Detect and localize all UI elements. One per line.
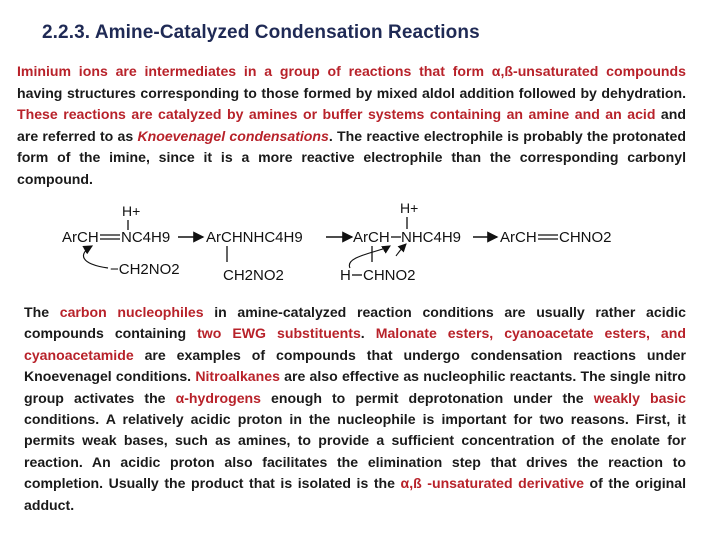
highlight-weakly-basic: weakly basic xyxy=(593,389,687,406)
h-plus-label: H+ xyxy=(400,200,419,216)
highlight-catalyzed: These reactions are catalyzed by amines or buffer systems containing an amine and an acid xyxy=(17,106,656,123)
h-plus-label: H+ xyxy=(122,203,141,219)
text-span: are also effective as nucleophilic reactants. The single nitro group activates the xyxy=(24,368,687,406)
curved-arrow xyxy=(84,246,108,268)
archnhc4h9-label: ArCHNHC4H9 xyxy=(206,229,303,246)
highlight-ewg: two EWG substituents xyxy=(197,325,361,342)
ch2no2-label: CH2NO2 xyxy=(223,267,284,284)
curved-arrow xyxy=(349,246,390,268)
text-span: . xyxy=(360,325,376,342)
text-span: having structures corresponding to those formed by mixed aldol addition followed by dehydration. xyxy=(17,84,686,101)
section-title-text: Amine-Catalyzed Condensation Reactions xyxy=(94,22,480,43)
text-span: . The reactive electrophile is probably the protonated form of the imine, since it is a more reactive electrophile than the corresponding carbonyl compound. xyxy=(17,127,687,187)
chno2-label: CHNO2 xyxy=(363,267,416,284)
text-span: are examples of compounds that undergo condensation reactions under Knoevenagel conditions. xyxy=(24,346,686,385)
text-span: enough to permit deprotonation under the xyxy=(260,389,594,406)
highlight-knoevenagel: Knoevenagel condensations xyxy=(137,127,329,144)
text-span: The xyxy=(24,304,60,320)
text-span: and are referred to as xyxy=(17,106,686,144)
highlight-unsaturated-derivative: α,ß -unsaturated derivative xyxy=(400,475,584,492)
highlight-nitroalkanes: Nitroalkanes xyxy=(195,368,280,385)
product-arch-label: ArCH xyxy=(500,229,537,246)
nhc4h9-label: NHC4H9 xyxy=(401,229,462,246)
highlight-malonate: Malonate esters, cyanoacetate esters, and cyanoacetamide xyxy=(24,325,686,363)
text-span: conditions. A relatively acidic proton in the nucleophile is important for two reasons. First, it permits weak bases, such as amines, to provide a sufficient concentration of the enolate for reaction. An acidic proton also facilitates the elimination step that drives the reaction to completion. Usually the product that is isolated is the xyxy=(24,411,686,492)
arch-label: ArCH xyxy=(353,229,390,246)
section-title xyxy=(42,22,480,44)
section-number: 2.2.3. xyxy=(42,22,91,43)
highlight-iminium: Iminium ions are intermediates in a group of reactions that form α,ß-unsaturated compounds xyxy=(17,63,686,79)
reaction-scheme xyxy=(60,196,680,292)
h-label: H xyxy=(340,267,351,284)
text-span: of the original adduct. xyxy=(24,475,686,513)
text-span: in amine-catalyzed reaction conditions are usually rather acidic compounds containing xyxy=(24,304,686,342)
highlight-carbon-nucleophiles: carbon nucleophiles xyxy=(59,304,204,320)
highlight-alpha-hydrogens: α-hydrogens xyxy=(175,389,261,406)
nucleophile-paragraph xyxy=(24,302,686,516)
arch-label: ArCH xyxy=(62,229,99,246)
intro-paragraph xyxy=(17,61,686,191)
product-chno2-label: CHNO2 xyxy=(559,229,612,246)
ch2no2-anion-label: −CH2NO2 xyxy=(110,261,180,278)
nc4h9-label: NC4H9 xyxy=(121,229,171,246)
